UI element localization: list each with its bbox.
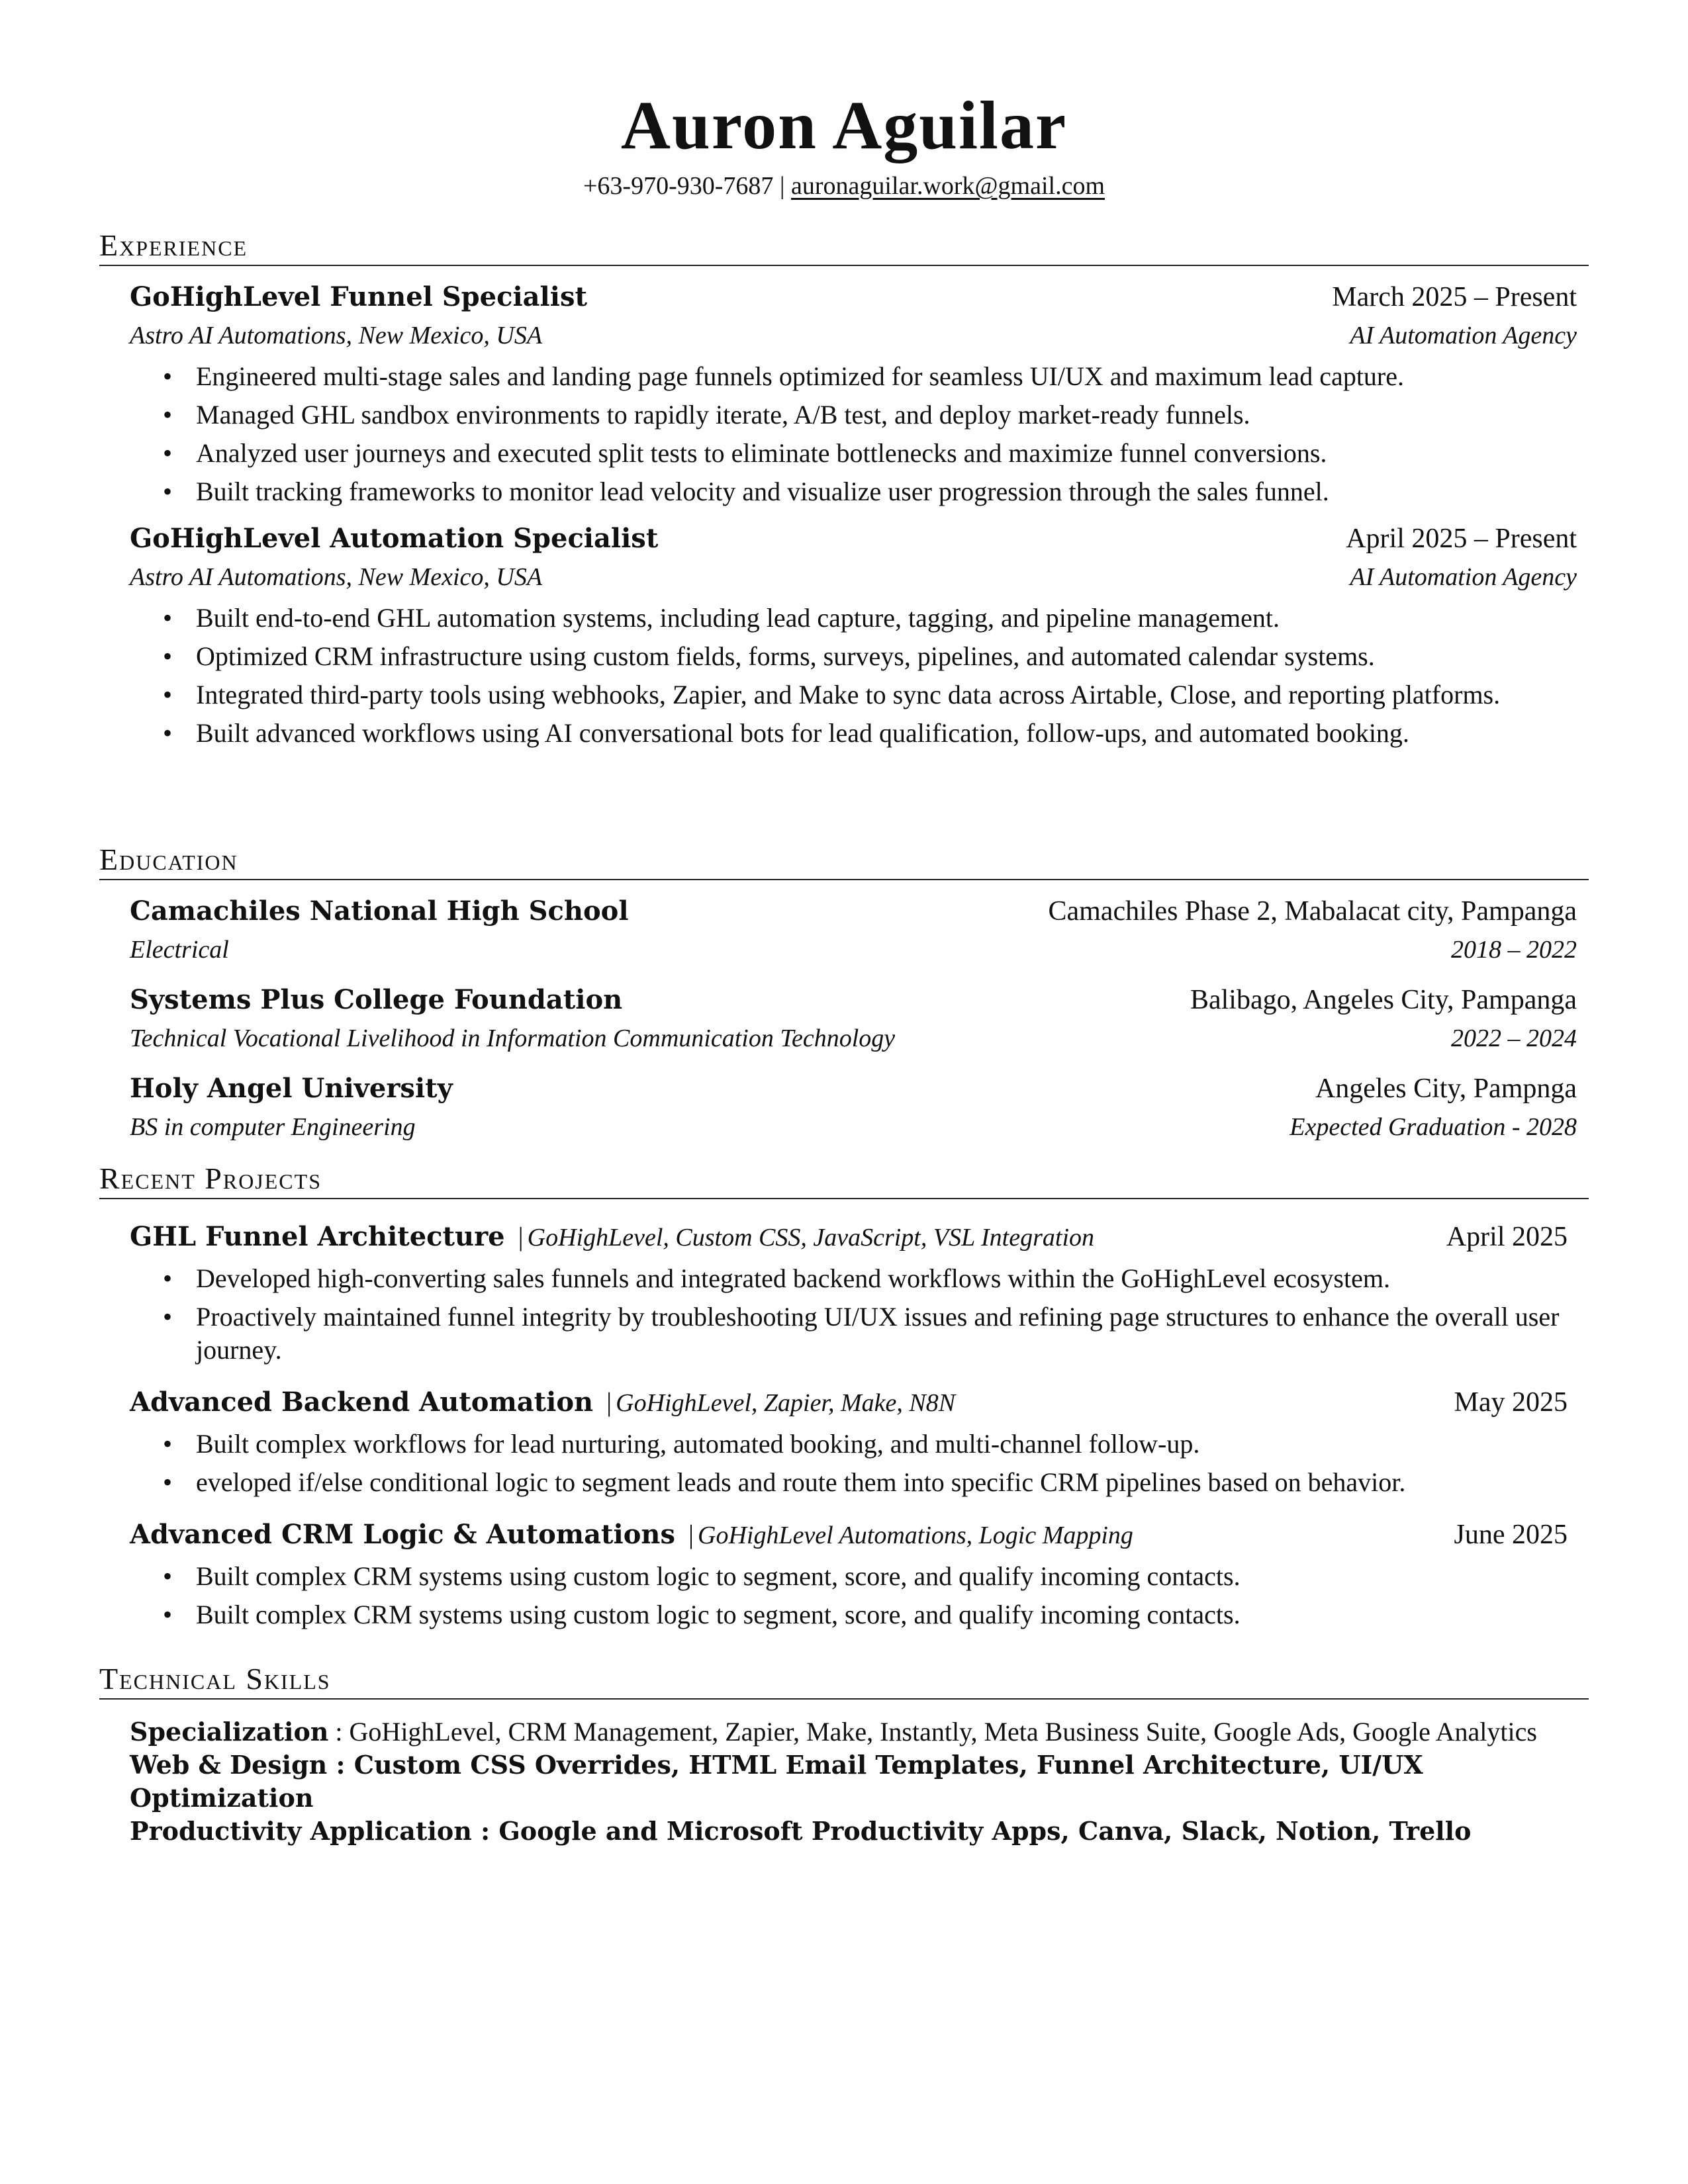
skill-row-web-design: Web & Design : Custom CSS Overrides, HTML Email Templates, Funnel Architecture, UI/UX Optimization (130, 1750, 1423, 1813)
project-entry (130, 1516, 1577, 1631)
bullet-item: • Built complex CRM systems using custom logic to segment, score, and qualify incoming contacts. (130, 1560, 1577, 1593)
company-name: Astro AI Automations, New Mexico, USA (130, 322, 543, 349)
school-name: Camachiles National High School (130, 895, 629, 927)
program-name: BS in computer Engineering (130, 1113, 416, 1141)
section-title-education: Education (99, 842, 1589, 880)
project-bullets (130, 1560, 1577, 1631)
school-location: Angeles City, Pampnga (1315, 1073, 1577, 1104)
bullet-item: • Built advanced workflows using AI conversational bots for lead qualification, follow-ups, and automated booking. (130, 717, 1577, 750)
resume-header (0, 86, 1688, 201)
school-location: Balibago, Angeles City, Pampanga (1190, 985, 1577, 1015)
job-title: GoHighLevel Automation Specialist (130, 523, 659, 554)
skill-label: Web & Design (130, 1750, 328, 1780)
program-name: Electrical (130, 936, 229, 964)
education-dates: 2018 – 2022 (1451, 936, 1577, 964)
skill-label: Productivity Application (130, 1816, 472, 1846)
skill-value: Google and Microsoft Productivity Apps, Canva, Slack, Notion, Trello (498, 1816, 1472, 1846)
bullet-item: • Built tracking frameworks to monitor lead velocity and visualize user progression through the sales funnel. (130, 475, 1577, 508)
school-name: Holy Angel University (130, 1073, 453, 1104)
project-date: June 2025 (1454, 1520, 1568, 1550)
project-entry (130, 1218, 1577, 1367)
project-entry (130, 1383, 1577, 1499)
project-separator: | (606, 1387, 612, 1417)
candidate-name: Auron Aguilar (620, 87, 1068, 163)
experience-entry (130, 520, 1577, 750)
section-title-skills: Technical Skills (99, 1661, 1589, 1700)
job-dates: March 2025 – Present (1332, 282, 1577, 312)
education-dates: 2022 – 2024 (1451, 1024, 1577, 1052)
job-dates: April 2025 – Present (1346, 523, 1577, 554)
job-bullets (130, 602, 1577, 750)
company-name: Astro AI Automations, New Mexico, USA (130, 563, 543, 591)
bullet-item: • Optimized CRM infrastructure using custom fields, forms, surveys, pipelines, and automated calendar systems. (130, 640, 1577, 673)
skill-row-specialization: Specialization : GoHighLevel, CRM Management, Zapier, Make, Instantly, Meta Business Suite, Google Ads, Google Analytics (130, 1717, 1537, 1747)
bullet-item: • Built complex CRM systems using custom logic to segment, score, and qualify incoming contacts. (130, 1598, 1577, 1631)
program-name: Technical Vocational Livelihood in Information Communication Technology (130, 1024, 896, 1052)
phone-number: +63-970-930-7687 (583, 172, 774, 200)
education-dates: Expected Graduation - 2028 (1289, 1113, 1577, 1141)
education-entry (130, 981, 1577, 1058)
bullet-item: • eveloped if/else conditional logic to segment leads and route them into specific CRM pipelines based on behavior. (130, 1466, 1577, 1499)
project-bullets (130, 1262, 1577, 1367)
project-tech: GoHighLevel, Zapier, Make, N8N (616, 1389, 956, 1417)
job-bullets (130, 360, 1577, 508)
company-type: AI Automation Agency (1350, 322, 1577, 349)
section-title-projects: Recent Projects (99, 1161, 1589, 1199)
bullet-item: • Integrated third-party tools using webhooks, Zapier, and Make to sync data across Airtable, Close, and reporting platforms. (130, 678, 1577, 711)
skill-label: Specialization (130, 1717, 329, 1747)
skill-value: Custom CSS Overrides, HTML Email Templates, Funnel Architecture, UI/UX Optimization (130, 1750, 1423, 1813)
job-title: GoHighLevel Funnel Specialist (130, 281, 587, 312)
company-type: AI Automation Agency (1350, 563, 1577, 591)
project-tech: GoHighLevel Automations, Logic Mapping (698, 1522, 1133, 1549)
contact-line (0, 171, 1688, 201)
project-name: GHL Funnel Architecture (130, 1221, 505, 1252)
bullet-item: • Proactively maintained funnel integrity by troubleshooting UI/UX issues and refining page structures to enhance the overall user journey. (130, 1300, 1577, 1367)
education-entry (130, 1069, 1577, 1146)
skill-value: GoHighLevel, CRM Management, Zapier, Make, Instantly, Meta Business Suite, Google Ads, Google Analytics (349, 1717, 1537, 1747)
bullet-item: • Developed high-converting sales funnels and integrated backend workflows within the GoHighLevel ecosystem. (130, 1262, 1577, 1295)
project-name: Advanced Backend Automation (130, 1387, 594, 1418)
project-tech: GoHighLevel, Custom CSS, JavaScript, VSL Integration (527, 1224, 1094, 1251)
school-name: Systems Plus College Foundation (130, 984, 623, 1015)
skills-list (130, 1715, 1577, 1848)
project-bullets (130, 1428, 1577, 1499)
bullet-item: • Built end-to-end GHL automation systems, including lead capture, tagging, and pipeline management. (130, 602, 1577, 635)
skill-row-productivity: Productivity Application : Google and Microsoft Productivity Apps, Canva, Slack, Notion, Trello (130, 1816, 1472, 1846)
project-separator: | (688, 1520, 694, 1549)
bullet-item: • Engineered multi-stage sales and landing page funnels optimized for seamless UI/UX and maximum lead capture. (130, 360, 1577, 393)
bullet-item: • Built complex workflows for lead nurturing, automated booking, and multi-channel follow-up. (130, 1428, 1577, 1461)
project-date: April 2025 (1446, 1222, 1568, 1252)
school-location: Camachiles Phase 2, Mabalacat city, Pampanga (1048, 896, 1577, 927)
education-entry (130, 892, 1577, 969)
experience-entry (130, 278, 1577, 508)
contact-separator: | (779, 172, 785, 200)
project-separator: | (518, 1222, 524, 1251)
email-link[interactable]: auronaguilar.work@gmail.com (791, 172, 1105, 200)
project-date: May 2025 (1454, 1387, 1568, 1418)
bullet-item: • Analyzed user journeys and executed split tests to eliminate bottlenecks and maximize funnel conversions. (130, 437, 1577, 470)
project-name: Advanced CRM Logic & Automations (130, 1519, 675, 1550)
bullet-item: • Managed GHL sandbox environments to rapidly iterate, A/B test, and deploy market-ready funnels. (130, 398, 1577, 432)
section-title-experience: Experience (99, 228, 1589, 266)
